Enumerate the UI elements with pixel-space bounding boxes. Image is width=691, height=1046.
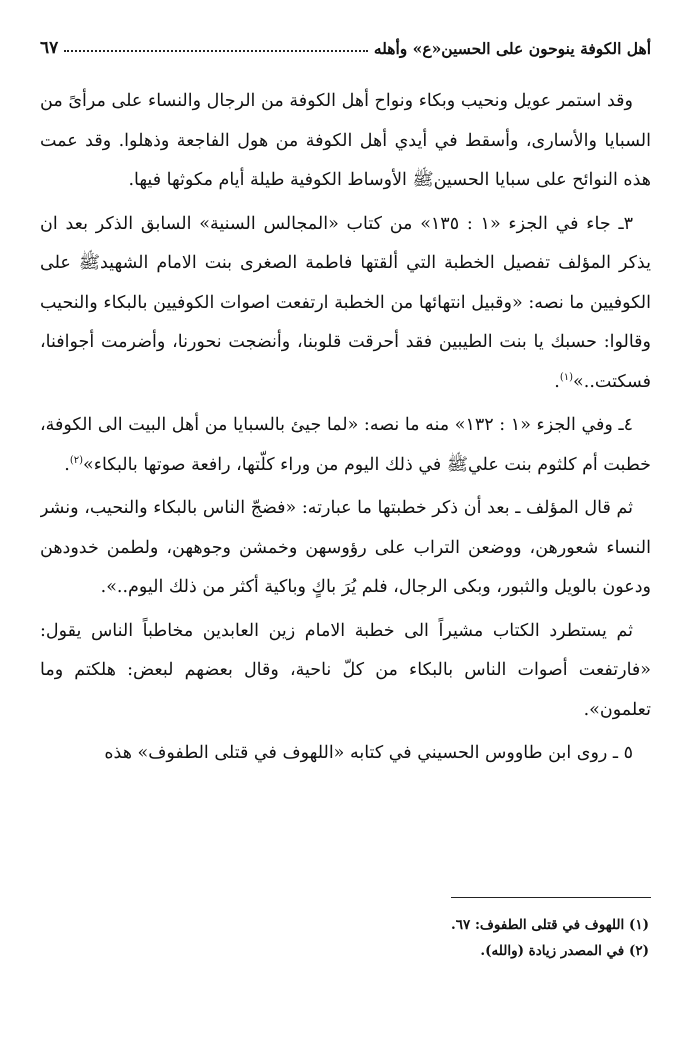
- footnotes: [300, 912, 649, 964]
- footnote-ref-2: (٢): [69, 454, 84, 466]
- paragraph-6: ٥ ـ روى ابن طاووس الحسيني في كتابه «اللهوف في قتلى الطفوف» هذه: [104, 743, 633, 763]
- paragraph-2: [40, 205, 651, 403]
- paragraph-2-end: .: [554, 371, 560, 392]
- footnote-ref-1: (١): [559, 371, 574, 383]
- paragraph-3-text: ٤ـ وفي الجزء «١ : ١٣٢» منه ما نصه: «لما جيئ بالسبايا من أهل البيت الى الكوفة، خطبت أم كلثوم بنت عليﷺ في ذلك اليوم من وراء كلّتها، رافعة صوتها بالبكاء»: [40, 415, 651, 475]
- running-title: أهل الكوفة ينوحون على الحسين«ع» وأهله: [373, 39, 651, 58]
- paragraph-3-end: .: [64, 454, 70, 475]
- paragraph-2-text: ٣ـ جاء في الجزء «١ : ١٣٥» من كتاب «المجالس السنية» السابق الذكر بعد ان يذكر المؤلف تفصيل الخطبة التي ألقتها فاطمة الصغرى بنت الامام الشهيدﷺ على الكوفيين ما نصه: «وقبيل انتهائها من الخطبة ارتفعت اصوات الكوفيين بالبكاء والنحيب وقالوا: حسبك يا بنت الطيبين فقد أحرقت قلوبنا، وأنضجت نحورنا، وأضرمت أجوافنا، فسكتت..»: [40, 213, 651, 392]
- paragraph-1: وقد استمر عويل ونحيب وبكاء ونواح أهل الكوفة من الرجال والنساء على مرأىً من السبايا والأسارى، وأسقط في أيدي أهل الكوفة من هول الفاجعة وذهلوا. وقد عمت هذه النوائح على سبايا الحسينﷺ الأوساط الكوفية طيلة أيام مكوثها فيها.: [40, 91, 651, 190]
- footnote-2: (٢) في المصدر زيادة (والله).: [480, 943, 649, 959]
- body-text: [40, 82, 651, 862]
- paragraph-4: ثم قال المؤلف ـ بعد أن ذكر خطبتها ما عبارته: «فضجّ الناس بالبكاء والنحيب، ونشر النساء شعورهن، ووضعن التراب على رؤوسهن وخمشن وجوههن، ولطمن خدودهن ودعون بالويل والثبور، وبكى الرجال، فلم يُرَ باكٍ وباكية أكثر من ذلك اليوم..».: [40, 498, 651, 597]
- dot-leader: [64, 49, 368, 52]
- paragraph-3: [40, 406, 651, 485]
- page-number: ٦٧: [40, 38, 59, 58]
- paragraph-5: ثم يستطرد الكتاب مشيراً الى خطبة الامام زين العابدين مخاطباً الناس يقول: «فارتفعت أصوات الناس بالبكاء من كلّ ناحية، وقال بعضهم لبعض: هلكتم وما تعلمون».: [40, 620, 651, 720]
- footnote-divider: [451, 897, 651, 898]
- footnote-1: (١) اللهوف في قتلى الطفوف: ٦٧.: [451, 917, 649, 933]
- running-header: [40, 30, 651, 58]
